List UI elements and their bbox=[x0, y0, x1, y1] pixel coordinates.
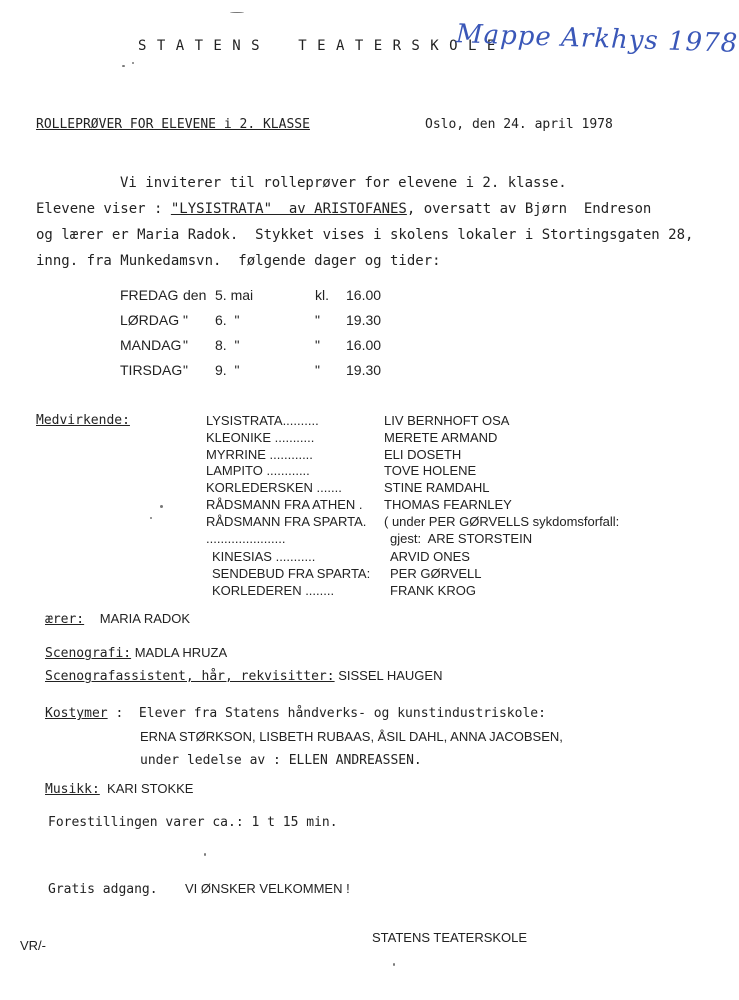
cast-actor: FRANK KROG bbox=[390, 583, 476, 598]
cast-heading: Medvirkende: bbox=[36, 413, 130, 428]
intro-line-4: inng. fra Munkedamsvn. følgende dager og tider: bbox=[36, 253, 441, 269]
music-name: KARI STOKKE bbox=[99, 781, 194, 796]
schedule-prefix: " bbox=[183, 312, 188, 328]
costumes-supervisor: under ledelse av : ELLEN ANDREASSEN. bbox=[140, 753, 422, 768]
assistant-line bbox=[45, 668, 442, 684]
intro-line-3: og lærer er Maria Radok. Stykket vises i skolens lokaler i Stortingsgaten 28, bbox=[36, 227, 694, 243]
scan-speck bbox=[150, 517, 152, 519]
schedule-day: LØRDAG bbox=[120, 312, 180, 328]
scenography-name: MADLA HRUZA bbox=[131, 645, 228, 660]
signature-school: STATENS TEATERSKOLE bbox=[372, 930, 528, 945]
place-and-date: Oslo, den 24. april 1978 bbox=[425, 117, 613, 132]
document-title: ROLLEPRØVER FOR ELEVENE i 2. KLASSE bbox=[36, 117, 310, 132]
cast-role: KLEONIKE ........... bbox=[206, 430, 315, 445]
schedule-day: TIRSDAG bbox=[120, 362, 183, 378]
play-title: "LYSISTRATA" av ARISTOFANES bbox=[170, 201, 407, 217]
school-name-header: S T A T E N S T E A T E R S K O L E bbox=[138, 38, 497, 54]
schedule-prefix: den bbox=[183, 287, 207, 303]
cast-actor: LIV BERNHOFT OSA bbox=[384, 413, 510, 428]
schedule-prefix: " bbox=[183, 337, 188, 353]
schedule-date: 6. " bbox=[215, 312, 240, 328]
teacher-label: ærer: bbox=[45, 612, 85, 627]
schedule-kl: " bbox=[315, 362, 320, 378]
schedule-time: 19.30 bbox=[346, 362, 382, 378]
cast-actor: PER GØRVELL bbox=[390, 566, 482, 581]
cast-role: MYRRINE ............ bbox=[206, 447, 313, 462]
cast-role: KORLEDEREN ........ bbox=[212, 583, 335, 598]
schedule-date: 5. mai bbox=[215, 287, 254, 303]
music-label: Musikk: bbox=[45, 782, 100, 797]
handwritten-archive-note: Mappe Arkhys 1978 bbox=[455, 19, 739, 59]
schedule-kl: " bbox=[315, 312, 320, 328]
cast-actor: TOVE HOLENE bbox=[384, 463, 477, 478]
costumes-names: ERNA STØRKSON, LISBETH RUBAAS, ÅSIL DAHL, ANNA JACOBSEN, bbox=[140, 729, 563, 744]
scenography-line bbox=[45, 645, 227, 661]
scenography-label: Scenografi: bbox=[45, 646, 132, 661]
intro-line-1: Vi inviterer til rolleprøver for elevene i 2. klasse. bbox=[120, 175, 567, 191]
schedule-prefix: " bbox=[183, 362, 188, 378]
cast-actor: ( under PER GØRVELLS sykdomsforfall: bbox=[384, 514, 620, 529]
cast-actor: STINE RAMDAHL bbox=[384, 480, 490, 495]
schedule-time: 19.30 bbox=[346, 312, 382, 328]
duration-line: Forestillingen varer ca.: 1 t 15 min. bbox=[48, 815, 338, 830]
teacher-name: MARIA RADOK bbox=[99, 611, 191, 626]
schedule-kl: kl. bbox=[315, 287, 329, 303]
cast-role: RÅDSMANN FRA SPARTA. bbox=[206, 514, 367, 529]
costumes-line: Kostymer : Elever fra Statens håndverks- og kunstindustriskole: bbox=[45, 706, 546, 721]
assistant-label: Scenografassistent, hår, rekvisitter: bbox=[45, 669, 335, 684]
intro-line-2: Elevene viser : "LYSISTRATA" av ARISTOFANES, oversatt av Bjørn Endreson bbox=[36, 201, 652, 217]
cast-role: KORLEDERSKEN ....... bbox=[206, 480, 342, 495]
schedule-date: 8. " bbox=[215, 337, 240, 353]
schedule-time: 16.00 bbox=[346, 287, 382, 303]
schedule-date: 9. " bbox=[215, 362, 240, 378]
cast-role: KINESIAS ........... bbox=[212, 549, 316, 564]
schedule-day: MANDAG bbox=[120, 337, 182, 353]
scan-speck bbox=[122, 65, 125, 67]
costumes-label: Kostymer bbox=[45, 706, 108, 721]
cast-role: LYSISTRATA.......... bbox=[206, 413, 319, 428]
music-line bbox=[45, 781, 193, 797]
cast-role: RÅDSMANN FRA ATHEN . bbox=[206, 497, 363, 512]
welcome-line: VI ØNSKER VELKOMMEN ! bbox=[185, 881, 350, 896]
cast-actor: gjest: ARE STORSTEIN bbox=[390, 531, 533, 546]
cast-actor: ELI DOSETH bbox=[384, 447, 462, 462]
cast-actor: ARVID ONES bbox=[390, 549, 470, 564]
teacher-line bbox=[45, 611, 190, 627]
schedule-kl: " bbox=[315, 337, 320, 353]
schedule-time: 16.00 bbox=[346, 337, 382, 353]
scan-speck bbox=[393, 963, 395, 966]
cast-actor: THOMAS FEARNLEY bbox=[384, 497, 512, 512]
scan-speck bbox=[160, 505, 163, 508]
scan-speck bbox=[132, 62, 134, 64]
cast-role: ...................... bbox=[206, 531, 286, 546]
schedule-day: FREDAG bbox=[120, 287, 179, 303]
free-entry: Gratis adgang. bbox=[48, 882, 158, 897]
scan-speck bbox=[230, 12, 244, 13]
assistant-name: SISSEL HAUGEN bbox=[334, 668, 443, 683]
cast-role: LAMPITO ............ bbox=[206, 463, 310, 478]
cast-role: SENDEBUD FRA SPARTA: bbox=[212, 566, 371, 581]
initials: VR/- bbox=[20, 938, 46, 953]
cast-actor: MERETE ARMAND bbox=[384, 430, 498, 445]
scan-speck bbox=[204, 853, 206, 856]
